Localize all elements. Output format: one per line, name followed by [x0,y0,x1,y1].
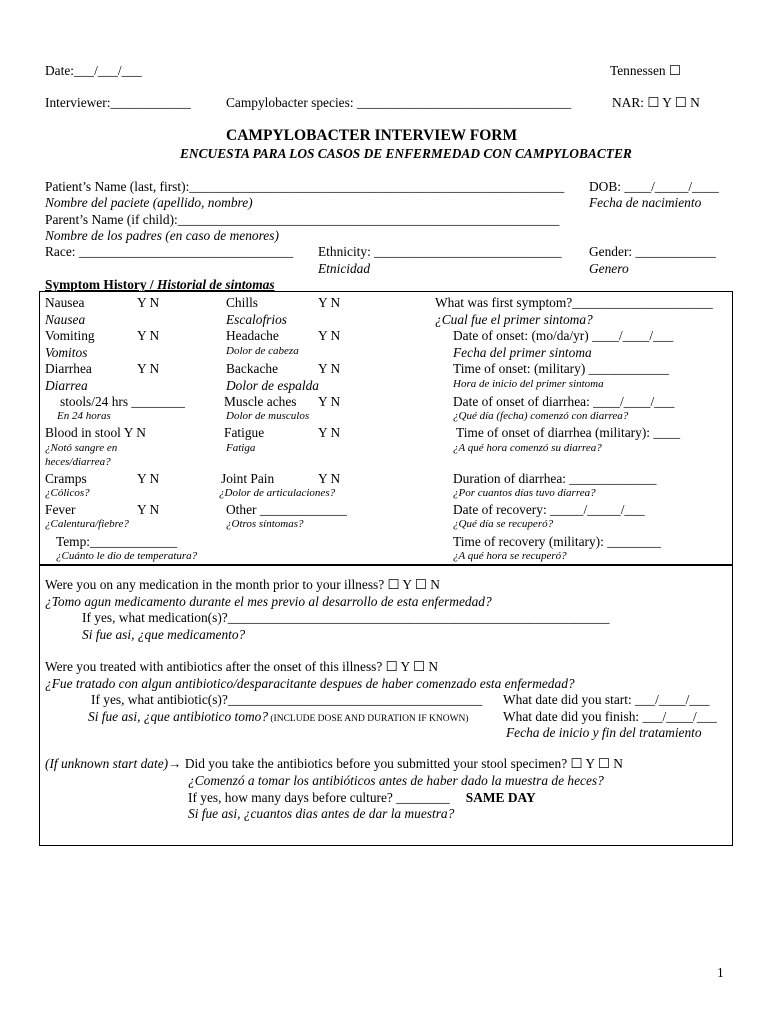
antibiotic-name-es [88,710,469,725]
recovery-time-es: ¿A qué hora se recuperó? [453,550,567,562]
fever-yn[interactable]: Y N [137,502,160,517]
chills-es: Escalofrios [226,312,288,327]
diarrhea-onset-date-field[interactable]: Date of onset of diarrhea: ____/____/___ [453,394,675,409]
chills-label: Chills [226,295,258,310]
species-field[interactable]: Campylobacter species: ________________________________ [226,95,572,110]
recovery-date-es: ¿Qué día se recuperó? [453,518,554,530]
dose-note: (INCLUDE DOSE AND DURATION IF KNOWN) [268,714,469,724]
onset-date-field[interactable]: Date of onset: (mo/da/yr) ____/____/___ [453,328,674,343]
first-symptom-es: ¿Cual fue el primer sintoma? [435,312,593,327]
medication-name-es: Si fue asi, ¿que medicamento? [82,627,246,642]
date-field[interactable]: Date:___/___/___ [45,63,142,78]
medication-question-es: ¿Tomo agun medicamento durante el mes previo al desarrollo de esta enfermedad? [45,594,492,609]
form-title-spanish: ENCUESTA PARA LOS CASOS DE ENFERMEDAD CON CAMPYLOBACTER [180,146,632,161]
nausea-label: Nausea [45,295,85,310]
symptom-history-heading [45,278,275,291]
same-day-label: SAME DAY [465,790,536,805]
recovery-time-field[interactable]: Time of recovery (military): ________ [453,534,661,549]
antibiotic-dates-es: Fecha de inicio y fin del tratamiento [506,725,702,740]
days-before-culture-es: Si fue asi, ¿cuantos dias antes de dar la muestra? [188,806,455,821]
vomiting-es: Vomitos [45,345,88,360]
diarrhea-onset-time-es: ¿A qué hora comenzó su diarrea? [453,442,602,454]
antibiotics-question[interactable]: Were you treated with antibiotics after the onset of this illness? ☐ Y ☐ N [45,659,439,674]
chills-yn[interactable]: Y N [318,295,341,310]
diarrhea-label: Diarrhea [45,361,92,376]
cramps-yn[interactable]: Y N [137,471,160,486]
fatigue-yn[interactable]: Y N [318,425,341,440]
cramps-es: ¿Cólicos? [45,487,90,499]
temp-field[interactable]: Temp:_____________ [56,534,178,549]
stools-field[interactable]: stools/24 hrs ________ [60,394,185,409]
blood-stool-es-2: heces/diarrea? [45,456,111,468]
muscle-aches-label: Muscle aches [224,394,297,409]
joint-pain-es: ¿Dolor de articulaciones? [219,487,336,499]
recovery-date-field[interactable]: Date of recovery: _____/_____/___ [453,502,645,517]
antibiotic-finish-date-field[interactable]: What date did you finish: ___/____/___ [503,709,717,724]
antibiotic-start-date-field[interactable]: What date did you start: ___/____/___ [503,692,710,707]
patient-name-es: Nombre del paciete (apellido, nombre) [45,195,253,210]
fatigue-es: Fatiga [226,442,256,454]
nar-checkbox[interactable]: NAR: ☐ Y ☐ N [612,95,700,110]
nausea-yn[interactable]: Y N [137,295,160,310]
form-title: CAMPYLOBACTER INTERVIEW FORM [226,127,518,144]
antibiotic-name-es-text: Si fue asi, ¿que antibiotico tomo? [88,709,269,724]
muscle-aches-es: Dolor de musculos [226,410,310,422]
dob-es: Fecha de nacimiento [589,195,702,210]
dob-field[interactable]: DOB: ____/_____/____ [589,179,719,194]
diarrhea-es: Diarrea [45,378,88,393]
joint-pain-label: Joint Pain [221,471,275,486]
headache-label: Headache [226,328,279,343]
stool-question-es: ¿Comenzó a tomar los antibióticos antes de haber dado la muestra de heces? [188,773,604,788]
onset-time-field[interactable]: Time of onset: (military) ____________ [453,361,669,376]
fatigue-label: Fatigue [224,425,265,440]
muscle-aches-yn[interactable]: Y N [318,394,341,409]
other-field[interactable]: Other _____________ [226,502,347,517]
gender-es: Genero [589,261,629,276]
vomiting-label: Vomiting [45,328,95,343]
diarrhea-yn[interactable]: Y N [137,361,160,376]
first-symptom-field[interactable]: What was first symptom?_____________________ [435,295,713,310]
antibiotic-name-field[interactable]: If yes, what antibiotic(s)?______________________________________ [91,692,483,707]
blood-stool-field[interactable]: Blood in stool Y N [45,425,146,440]
symptom-history-label-es: Historial de sintomas [156,277,275,292]
backache-es: Dolor de espalda [226,378,319,393]
stool-question[interactable] [45,757,623,770]
fever-label: Fever [45,502,76,517]
diarrhea-onset-date-es: ¿Qué día (fecha) comenzó con diarrea? [453,410,629,422]
unknown-start-date: (If unknown start date) [45,756,169,771]
blood-stool-es-1: ¿Notó sangre en [45,442,118,454]
ethnicity-field[interactable]: Ethnicity: ____________________________ [318,244,562,259]
onset-date-es: Fecha del primer sintoma [453,345,592,360]
cramps-label: Cramps [45,471,87,486]
headache-yn[interactable]: Y N [318,328,341,343]
days-before-culture[interactable] [188,791,536,804]
medication-question[interactable]: Were you on any medication in the month prior to your illness? ☐ Y ☐ N [45,577,440,592]
symptom-history-label: Symptom History / [45,277,157,292]
days-before-culture-field[interactable]: If yes, how many days before culture? ________ [188,790,450,805]
stools-es: En 24 horas [57,410,111,422]
antibiotics-question-es: ¿Fue tratado con algun antibiotico/desparacitante despues de haber comenzado esta enfermedad? [45,676,575,691]
interviewer-field[interactable]: Interviewer:____________ [45,95,191,110]
diarrhea-duration-es: ¿Por cuantos días tuvo diarrea? [453,487,596,499]
page-number: 1 [717,965,724,980]
gender-field[interactable]: Gender: ____________ [589,244,716,259]
parent-name-es: Nombre de los padres (en caso de menores) [45,228,279,243]
onset-time-es: Hora de inicio del primer sintoma [453,378,604,390]
tennessee-checkbox[interactable]: Tennessen ☐ [610,63,681,78]
nausea-es: Nausea [45,312,86,327]
other-es: ¿Otros síntomas? [226,518,304,530]
stool-question-text: → Did you take the antibiotics before you submitted your stool specimen? ☐ Y ☐ N [168,756,623,771]
ethnicity-es: Etnicidad [318,261,371,276]
backache-yn[interactable]: Y N [318,361,341,376]
race-field[interactable]: Race: ________________________________ [45,244,294,259]
joint-pain-yn[interactable]: Y N [318,471,341,486]
parent-name-field[interactable]: Parent’s Name (if child):_________________________________________________________ [45,212,560,227]
diarrhea-duration-field[interactable]: Duration of diarrhea: _____________ [453,471,657,486]
diarrhea-onset-time-field[interactable]: Time of onset of diarrhea (military): ____ [456,425,681,440]
patient-name-field[interactable]: Patient’s Name (last, first):________________________________________________________ [45,179,565,194]
vomiting-yn[interactable]: Y N [137,328,160,343]
backache-label: Backache [226,361,279,376]
headache-es: Dolor de cabeza [226,345,299,357]
medication-name-field[interactable]: If yes, what medication(s)?_________________________________________________________ [82,610,610,625]
temp-es: ¿Cuánto le dio de temperatura? [56,550,198,562]
fever-es: ¿Calentura/fiebre? [45,518,129,530]
